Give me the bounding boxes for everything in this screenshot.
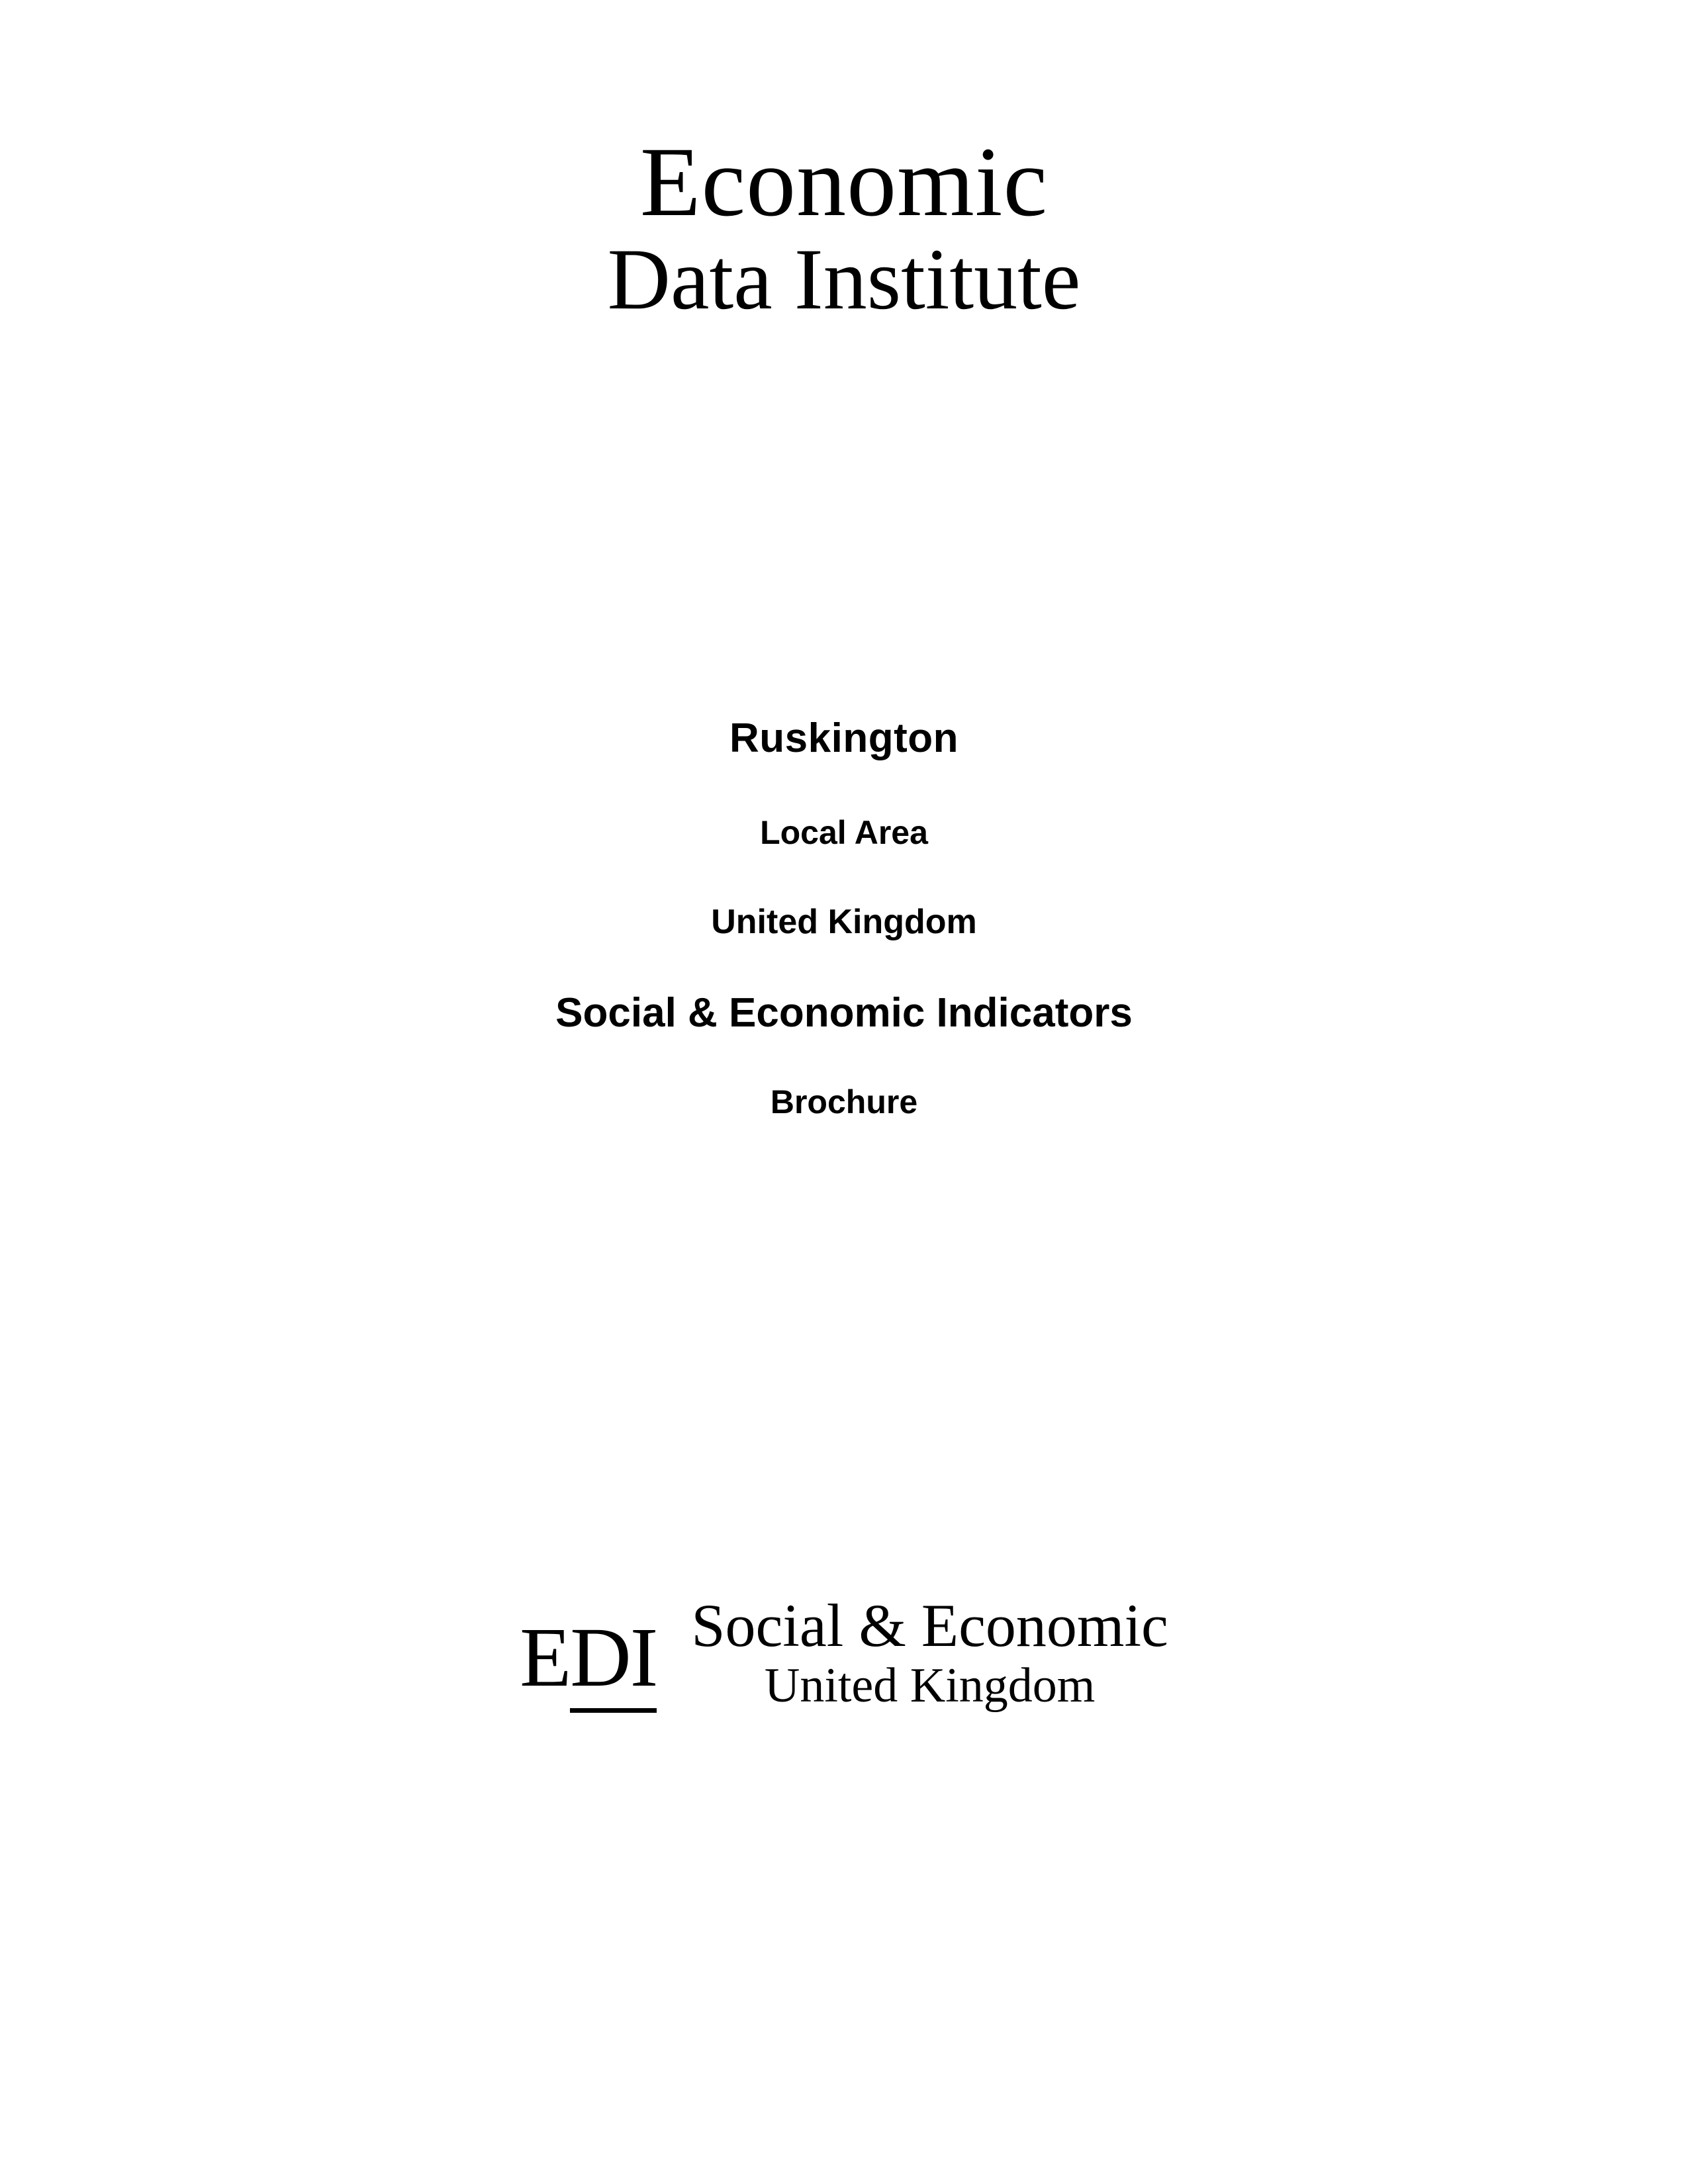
footer-logo-tagline: [691, 1592, 1168, 1713]
document-type-label: Brochure: [770, 1083, 918, 1120]
area-type-label: Local Area: [760, 814, 928, 851]
footer-logo: [0, 1592, 1688, 1713]
footer-tagline-line2: United Kingdom: [764, 1659, 1096, 1713]
report-title: Social & Economic Indicators: [555, 990, 1133, 1036]
page-title: Ruskington: [729, 715, 959, 761]
masthead-line-data-institute: Data Institute: [607, 230, 1081, 328]
masthead-logo: [0, 127, 1688, 328]
edi-monogram-underlined: DI: [570, 1610, 657, 1713]
edi-monogram: [520, 1610, 657, 1706]
cover-title-block: [0, 715, 1688, 1121]
edi-monogram-lead: E: [520, 1610, 571, 1704]
footer-tagline-line1: Social & Economic: [691, 1592, 1168, 1659]
masthead-line-economic: Economic: [639, 127, 1049, 237]
country-label: United Kingdom: [711, 903, 977, 941]
